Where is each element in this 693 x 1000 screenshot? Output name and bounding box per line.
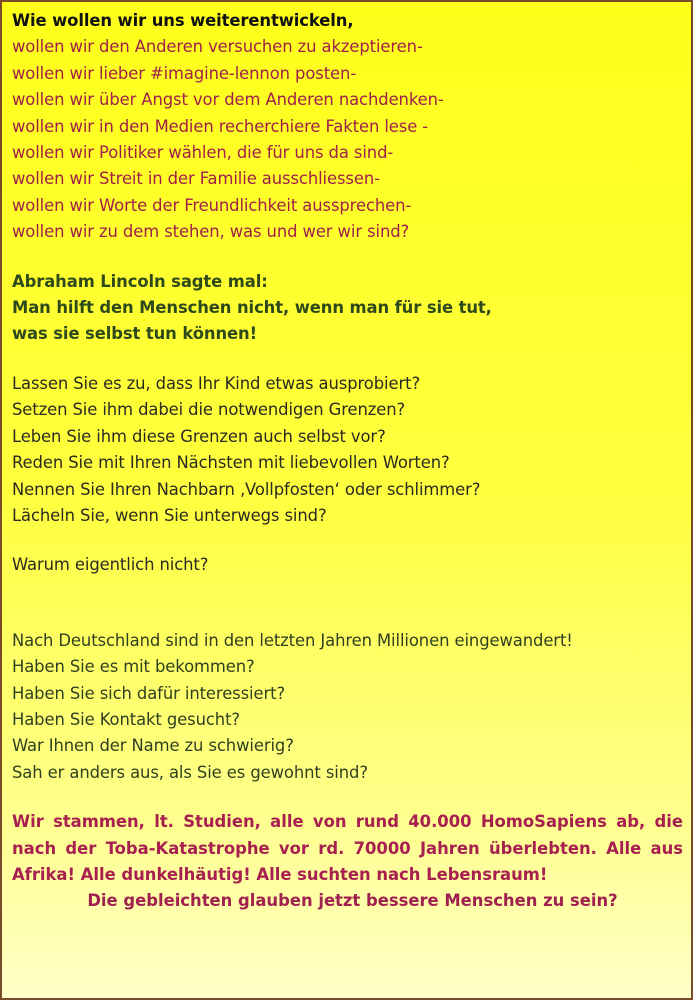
list-item: Reden Sie mit Ihren Nächsten mit liebevollen Worten? bbox=[12, 453, 450, 473]
spacer bbox=[12, 579, 683, 628]
list-item: Haben Sie sich dafür interessiert? bbox=[12, 683, 286, 703]
quote-text: Man hilft den Menschen nicht, wenn man für sie tut, bbox=[12, 298, 492, 318]
quote-intro: Abraham Lincoln sagte mal: bbox=[12, 271, 268, 291]
origins-line: Wir stammen, lt. Studien, alle von rund 40.000 HomoSapiens ab, die bbox=[12, 812, 683, 832]
section-why-not bbox=[12, 552, 683, 578]
list-item: wollen wir lieber #imagine-lennon posten- bbox=[12, 63, 357, 83]
section-questions-development bbox=[12, 8, 683, 246]
quote-text: was sie selbst tun können! bbox=[12, 324, 257, 344]
list-item: wollen wir über Angst vor dem Anderen nachdenken- bbox=[12, 90, 444, 110]
list-item: wollen wir in den Medien recherchiere Fakten lese - bbox=[12, 116, 429, 136]
spacer bbox=[12, 529, 683, 552]
section-heading: Wie wollen wir uns weiterentwickeln, bbox=[12, 11, 354, 30]
list-item: Haben Sie Kontakt gesucht? bbox=[12, 709, 240, 729]
list-item: wollen wir Worte der Freundlichkeit aussprechen- bbox=[12, 195, 412, 215]
list-item: War Ihnen der Name zu schwierig? bbox=[12, 736, 294, 756]
spacer bbox=[12, 348, 683, 371]
question-line: Warum eigentlich nicht? bbox=[12, 555, 209, 575]
section-origins bbox=[12, 809, 683, 888]
list-item: wollen wir Politiker wählen, die für uns da sind- bbox=[12, 143, 394, 163]
list-item: wollen wir Streit in der Familie ausschliessen- bbox=[12, 169, 380, 189]
origins-line: nach der Toba-Katastrophe vor rd. 70000 Jahren überlebten. Alle aus bbox=[12, 838, 683, 858]
section-migration-questions bbox=[12, 628, 683, 786]
list-item: wollen wir zu dem stehen, was und wer wir sind? bbox=[12, 222, 410, 242]
list-item: Nach Deutschland sind in den letzten Jahren Millionen eingewandert! bbox=[12, 630, 573, 650]
list-item: wollen wir den Anderen versuchen zu akzeptieren- bbox=[12, 37, 423, 57]
closing-question: Die gebleichten glauben jetzt bessere Menschen zu sein? bbox=[87, 891, 618, 911]
origins-line: Afrika! Alle dunkelhäutig! Alle suchten nach Lebensraum! bbox=[12, 864, 548, 884]
list-item: Nennen Sie Ihren Nachbarn ‚Vollpfosten‘ oder schlimmer? bbox=[12, 479, 481, 499]
section-lincoln-quote bbox=[12, 269, 683, 348]
spacer bbox=[12, 786, 683, 809]
list-item: Setzen Sie ihm dabei die notwendigen Grenzen? bbox=[12, 400, 406, 420]
list-item: Leben Sie ihm diese Grenzen auch selbst vor? bbox=[12, 426, 386, 446]
list-item: Lassen Sie es zu, dass Ihr Kind etwas ausprobiert? bbox=[12, 373, 421, 393]
list-item: Haben Sie es mit bekommen? bbox=[12, 657, 255, 677]
list-item: Sah er anders aus, als Sie es gewohnt sind? bbox=[12, 762, 368, 782]
list-item: Lächeln Sie, wenn Sie unterwegs sind? bbox=[12, 505, 327, 525]
spacer bbox=[12, 246, 683, 269]
section-parenting-questions bbox=[12, 371, 683, 529]
